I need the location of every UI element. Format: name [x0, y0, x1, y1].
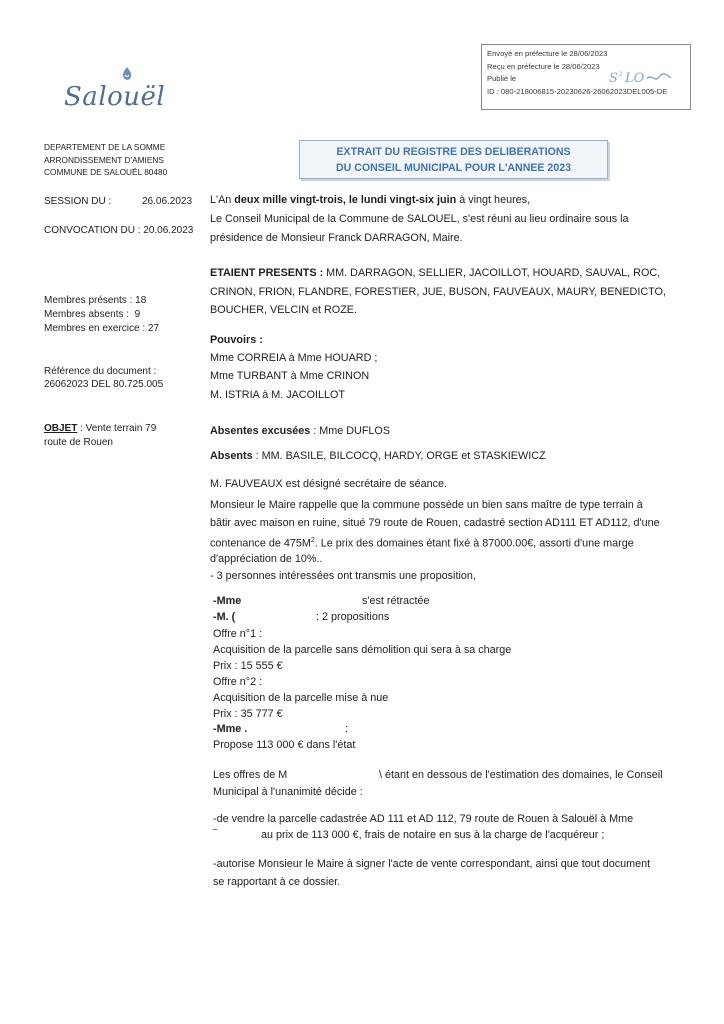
object-text: : Vente terrain 79 [77, 423, 157, 434]
decide-line-2: au prix de 113 000 €, frais de notaire en sus à la charge de l'acquéreur ; [261, 829, 605, 841]
object-label: OBJET [44, 423, 78, 434]
intro-line-1 [210, 191, 530, 209]
svg-text:2: 2 [619, 71, 623, 78]
pouvoir-1: Mme CORREIA à Mme HOUARD ; [210, 352, 378, 364]
secretary-line: M. FAUVEAUX est désigné secrétaire de séance. [210, 478, 448, 490]
decide-line-3: -autorise Monsieur le Maire à signer l'acte de vente correspondant, ainsi que tout document [213, 858, 651, 870]
object-text-2: route de Rouen [44, 437, 113, 448]
para-line-1: Monsieur le Maire rappelle que la commune possède un bien sans maître de type terrain à [210, 499, 643, 511]
session-label: SESSION DU : [44, 196, 112, 207]
banner-line-2: DU CONSEIL MUNICIPAL POUR L'ANNEE 2023 [335, 162, 572, 174]
m-label: -M. ( [213, 611, 236, 623]
mme1-text: s'est rétractée [362, 595, 430, 607]
document-title-banner [299, 140, 608, 179]
stamp-published: Publié le [487, 74, 517, 84]
commune-logo [64, 66, 174, 120]
para-line-5: - 3 personnes intéressées ont transmis une proposition, [210, 570, 476, 582]
intro-c: à vingt heures, [456, 194, 531, 206]
members-present: Membres présents : 18 [44, 295, 147, 306]
object-block [44, 422, 156, 436]
stamp-sent: Envoyé en préfecture le 28/06/2023 [487, 49, 608, 58]
excused-label: Absentes excusées [210, 425, 311, 437]
intro-a: L'An [210, 194, 235, 206]
intro-line-2: Le Conseil Municipal de la Commune de SALOUEL, s'est réuni au lieu ordinaire sous la [210, 213, 629, 225]
offer2-desc: Acquisition de la parcelle mise à nue [213, 692, 389, 704]
absents-line [210, 447, 546, 465]
mme2-offer: Propose 113 000 € dans l'état [213, 739, 356, 751]
para-line-4: d'appréciation de 10%.. [210, 553, 323, 565]
present-text-1: MM. DARRAGON, SELLIER, JACOILLOT, HOUARD, SAUVAL, ROC, [323, 267, 661, 279]
decision-line-1a: Les offres de M [213, 769, 288, 781]
commune-line: COMMUNE DE SALOUËL 80480 [44, 167, 168, 178]
decide-line-1: -de vendre la parcelle cadastrée AD 111 et AD 112, 79 route de Rouen à Salouël à Mme [213, 813, 634, 825]
arrondissement-line: ARRONDISSEMENT D'AMIENS [44, 154, 164, 165]
excused-text: : Mme DUFLOS [310, 425, 391, 437]
pouvoirs-label: Pouvoirs : [210, 334, 263, 346]
logo-droplet-icon [120, 66, 134, 82]
pouvoir-3: M. ISTRIA à M. JACOILLOT [210, 389, 345, 401]
para-line-2: bâtir avec maison en ruine, situé 79 route de Rouen, cadastré section AD111 ET AD112, d'une [210, 517, 660, 529]
intro-line-3: présidence de Monsieur Franck DARRAGON, Maire. [210, 232, 463, 244]
decide-mark: ‾ [213, 829, 217, 841]
members-exercise: Membres en exercice : 27 [44, 323, 160, 334]
present-line-3: BOUCHER, VELCIN et ROZE. [210, 304, 357, 316]
decision-line-1b: \ étant en dessous de l'estimation des domaines, le Conseil [379, 769, 663, 781]
offer1-label: Offre n°1 : [213, 628, 263, 640]
reference-label: Référence du document : [44, 366, 157, 377]
offer2-label: Offre n°2 : [213, 676, 263, 688]
stamp-id: ID : 080-218006815-20230626-26062023DEL005-DE [487, 86, 668, 96]
offer1-desc: Acquisition de la parcelle sans démolition qui sera à sa charge [213, 644, 512, 656]
svg-text:LO: LO [625, 71, 645, 86]
department-line: DEPARTEMENT DE LA SOMME [44, 142, 166, 152]
present-line-1 [210, 264, 660, 282]
mme2-colon: : [345, 723, 348, 735]
m-text: : 2 propositions [316, 611, 390, 623]
members-absent: Membres absents : 9 [44, 309, 141, 320]
present-line-2: CRINON, FRION, FLANDRE, FORESTIER, JUE, BUSON, FAUVEAUX, MAURY, BENEDICTO, [210, 286, 666, 298]
department-block [44, 141, 167, 179]
logo-wordmark: Salouël [64, 82, 166, 112]
para-3-superscript: 2 [310, 537, 315, 544]
para-3a: contenance de 475M [210, 537, 311, 550]
decide-line-4: se rapportant à ce dossier. [213, 876, 341, 888]
convocation-date: CONVOCATION DU : 20.06.2023 [44, 225, 194, 236]
banner-line-1: EXTRAIT DU REGISTRE DES DELIBERATIONS [336, 146, 571, 158]
prefecture-stamp [481, 44, 691, 110]
para-3b: . Le prix des domaines étant fixé à 87000.00€, assorti d'une marge [314, 537, 634, 550]
absents-text: : MM. BASILE, BILCOCQ, HARDY, ORGE et STASKIEWICZ [252, 450, 546, 462]
intro-date: deux mille vingt-trois, le lundi vingt-six juin [234, 194, 457, 206]
decision-line-2: Municipal à l'unanimité décide : [213, 786, 363, 798]
mme1-label: -Mme [213, 595, 242, 607]
absents-label: Absents [210, 450, 253, 462]
pouvoir-2: Mme TURBANT à Mme CRINON [210, 370, 370, 382]
present-label: ETAIENT PRESENTS : [210, 267, 324, 279]
offer2-price: Prix : 35 777 € [213, 708, 283, 720]
excused-line [210, 422, 390, 440]
offer1-price: Prix : 15 555 € [213, 660, 283, 672]
stamp-received: Reçu en préfecture le 28/06/2023 [487, 61, 600, 71]
reference-value: 26062023 DEL 80.725.005 [44, 379, 164, 390]
stamp-signature-icon [607, 67, 673, 87]
mme2-label: -Mme . [213, 723, 248, 735]
svg-text:S: S [609, 71, 618, 86]
session-date: 26.06.2023 [142, 196, 193, 207]
